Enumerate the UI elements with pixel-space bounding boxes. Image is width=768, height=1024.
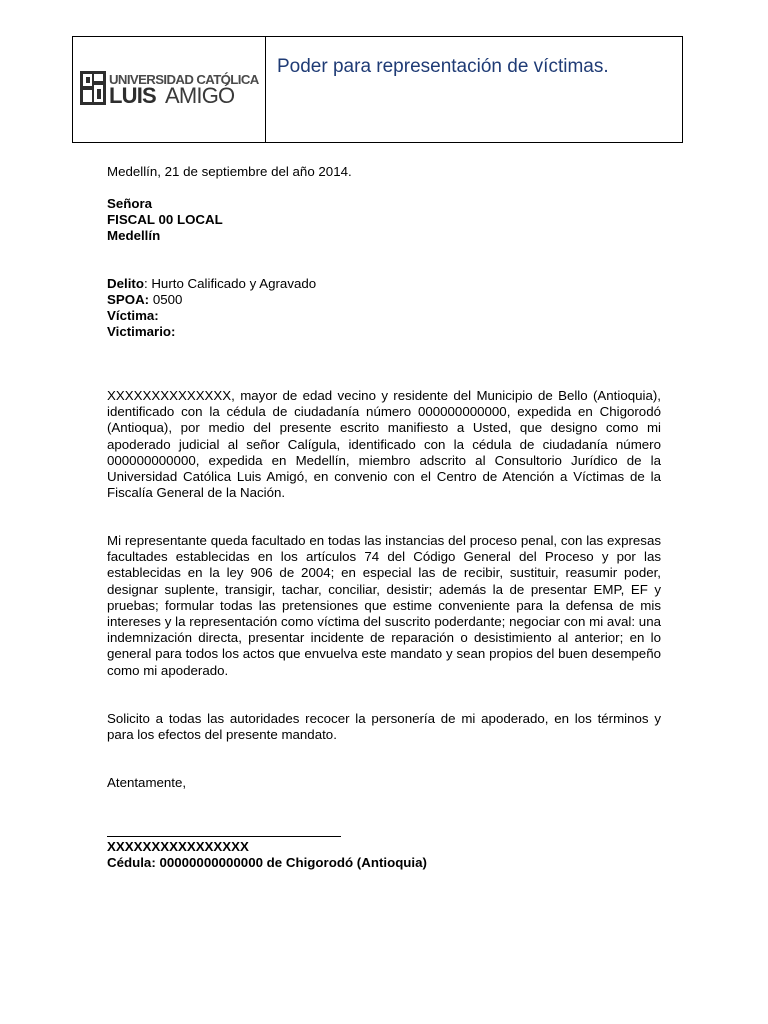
- document-title: Poder para representación de víctimas.: [277, 56, 609, 77]
- signature-name: XXXXXXXXXXXXXXXX: [107, 839, 249, 854]
- body-paragraph-3: Solicito a todas las autoridades recocer la personería de mi apoderado, en los términos y para los efectos del presente mandato.: [107, 711, 661, 743]
- body-paragraph-1: XXXXXXXXXXXXXX, mayor de edad vecino y residente del Municipio de Bello (Antioquia), identificado con la cédula de ciudadanía número 000000000000, expedida en Chigorodó (Antioqua), por medio del presente escrito manifiesto a Usted, que designo como mi apoderado judicial al señor Calígula, identificado con la cédula de ciudadanía número 000000000000, expedida en Medellín, miembro adscrito al Consultorio Jurídico de la Universidad Católica Luis Amigó, en convenio con el Centro de Atención a Víctimas de la Fiscalía General de la Nación.: [107, 388, 661, 501]
- header-box: [72, 36, 683, 143]
- case-victima-label: Víctima:: [107, 308, 159, 323]
- case-spoa: [107, 292, 182, 308]
- spoa-value: 0500: [149, 292, 183, 307]
- case-victimario-label: Victimario:: [107, 324, 176, 339]
- delito-value: : Hurto Calificado y Agravado: [143, 276, 317, 291]
- logo-line-2-regular: AMIGÓ: [165, 83, 235, 108]
- body-paragraph-2: Mi representante queda facultado en todas las instancias del proceso penal, con las expresas facultades establecidas en los artículos 74 del Código General del Proceso y por las establecidas en la ley 906 de 2004; en especial las de recibir, sustituir, reasumir poder, designar suplente, transigir, tachar, conciliar, desistir; además la de presentar EMP, EF y pruebas; formular todas las pretensiones que estime conveniente para la defensa de mis intereses y la representación como víctima del suscrito poderdante; negociar con mi aval: una indemnización directa, presentar incidente de reparación o desistimiento al anterior; en lo general para todos los actos que envuelva este mandato y sean propios del buen desempeño como mi apoderado.: [107, 533, 661, 678]
- university-logo: [80, 71, 264, 107]
- recipient-line-2: FISCAL 00 LOCAL: [107, 212, 223, 227]
- delito-label: Delito: [107, 276, 144, 291]
- case-delito: [107, 276, 316, 292]
- letter-date: Medellín, 21 de septiembre del año 2014.: [107, 164, 352, 179]
- signature-id: Cédula: 00000000000000 de Chigorodó (Antioquia): [107, 855, 427, 870]
- signature-line: [107, 836, 341, 837]
- spoa-label: SPOA:: [107, 292, 150, 307]
- closing: Atentamente,: [107, 775, 187, 790]
- recipient-line-3: Medellín: [107, 228, 161, 243]
- recipient-line-1: Señora: [107, 196, 153, 211]
- header-divider: [265, 37, 266, 142]
- logo-line-1: UNIVERSIDAD CATÓLICA: [109, 72, 259, 87]
- logo-line-2-bold: LUIS: [109, 83, 156, 108]
- university-emblem-icon: [80, 71, 106, 105]
